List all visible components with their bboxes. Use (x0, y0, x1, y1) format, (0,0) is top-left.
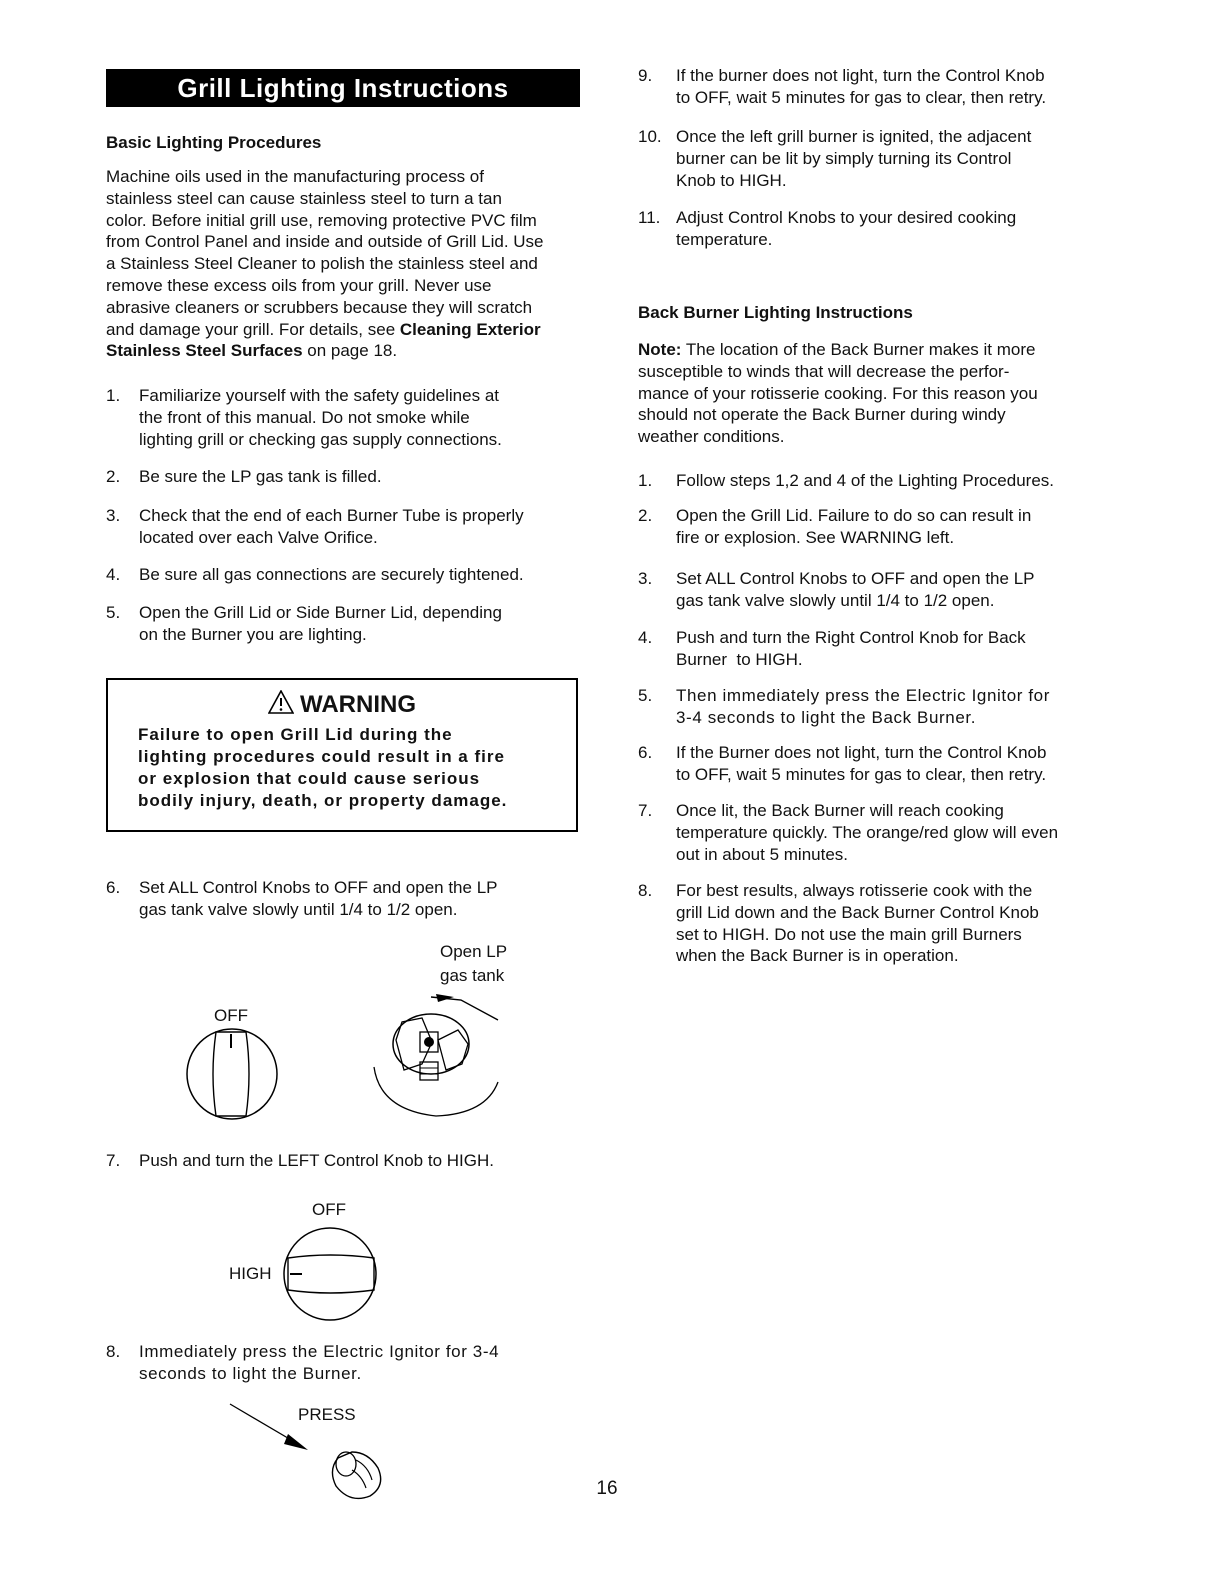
left-step-8 (106, 1341, 586, 1385)
step-line: Be sure all gas connections are securely tightened. (139, 565, 524, 584)
intro-line: stainless steel can cause stainless steel to turn a tan (106, 188, 502, 208)
step-line: Follow steps 1,2 and 4 of the Lighting Procedures. (676, 471, 1055, 490)
intro-line (106, 340, 596, 362)
left-step-6 (106, 877, 586, 921)
warning-box (106, 678, 578, 832)
note-line (638, 339, 1118, 361)
left-step-2 (106, 466, 586, 488)
step-number: 1. (638, 471, 653, 490)
warning-title (108, 690, 576, 719)
step-line: grill Lid down and the Back Burner Control Knob (676, 902, 1039, 922)
step-number: 5. (106, 603, 121, 622)
step-line: Knob to HIGH. (676, 170, 787, 190)
step-line: to OFF, wait 5 minutes for gas to clear, then retry. (676, 764, 1047, 784)
step-number: 5. (638, 686, 653, 705)
step-line: Once lit, the Back Burner will reach cooking (676, 801, 1004, 820)
intro-line (106, 319, 596, 341)
back-step-5 (638, 685, 1118, 729)
open-lp-label-2: gas tank (440, 966, 505, 985)
step-number: 6. (638, 743, 653, 762)
open-lp-label-1: Open LP (440, 942, 508, 961)
step-line: located over each Valve Orifice. (139, 527, 378, 547)
back-burner-heading: Back Burner Lighting Instructions (638, 303, 913, 322)
off-label-2: OFF (312, 1200, 346, 1219)
step-line: Open the Grill Lid or Side Burner Lid, depending (139, 603, 502, 622)
warning-line: lighting procedures could result in a fire (138, 747, 505, 766)
step-line: Set ALL Control Knobs to OFF and open the LP (139, 878, 498, 897)
step-line: Open the Grill Lid. Failure to do so can result in (676, 506, 1032, 525)
right-step-9 (638, 65, 1118, 109)
step-line: Set ALL Control Knobs to OFF and open the LP (676, 569, 1035, 588)
high-label: HIGH (229, 1264, 272, 1283)
step-number: 3. (106, 506, 121, 525)
intro-line: abrasive cleaners or scrubbers because they will scratch (106, 297, 533, 317)
step-line: Burner to HIGH. (676, 649, 803, 669)
step-number: 4. (638, 628, 653, 647)
step-line: temperature. (676, 229, 773, 249)
intro-line: color. Before initial grill use, removing protective PVC film (106, 210, 537, 230)
basic-intro (106, 166, 596, 362)
step-number: 10. (638, 127, 662, 146)
back-step-1 (638, 470, 1118, 492)
step-line: Immediately press the Electric Ignitor for 3-4 (139, 1342, 500, 1361)
step-line: temperature quickly. The orange/red glow will even (676, 822, 1059, 842)
step-line: lighting grill or checking gas supply connections. (139, 429, 502, 449)
intro-line: from Control Panel and inside and outside of Grill Lid. Use (106, 232, 544, 252)
step-line: Adjust Control Knobs to your desired cooking (676, 208, 1017, 227)
step-line: seconds to light the Burner. (139, 1363, 362, 1383)
step-line: on the Burner you are lighting. (139, 624, 367, 644)
page-banner-title: Grill Lighting Instructions (106, 69, 580, 107)
step-number: 3. (638, 569, 653, 588)
intro-line: a Stainless Steel Cleaner to polish the stainless steel and (106, 254, 538, 274)
note-label: Note: (638, 340, 682, 359)
intro-bold-ref: Cleaning Exterior (399, 319, 541, 339)
warning-title-text: WARNING (300, 691, 416, 718)
step-number: 7. (638, 801, 653, 820)
step-number: 6. (106, 878, 121, 897)
step-number: 9. (638, 66, 653, 85)
step-number: 4. (106, 565, 121, 584)
step-line: Check that the end of each Burner Tube is properly (139, 506, 524, 525)
note-line: mance of your rotisserie cooking. For this reason you (638, 383, 1038, 403)
right-step-11 (638, 207, 1118, 251)
step-number: 8. (106, 1342, 121, 1361)
step-line: burner can be lit by simply turning its Control (676, 148, 1012, 168)
step-line: 3-4 seconds to light the Back Burner. (676, 707, 977, 727)
note-line: weather conditions. (638, 427, 785, 447)
step-line: fire or explosion. See WARNING left. (676, 527, 955, 547)
step-line: to OFF, wait 5 minutes for gas to clear, then retry. (676, 87, 1047, 107)
control-knob-high-icon (272, 1222, 384, 1322)
note-line: should not operate the Back Burner during windy (638, 405, 1006, 425)
intro-text: on page 18. (302, 341, 398, 361)
step-line: gas tank valve slowly until 1/4 to 1/2 open. (139, 899, 458, 919)
intro-bold-ref: Stainless Steel Surfaces (106, 341, 303, 361)
warning-triangle-icon (268, 690, 294, 714)
back-step-6 (638, 742, 1118, 786)
left-step-7 (106, 1150, 586, 1172)
step-line: when the Back Burner is in operation. (676, 946, 959, 966)
back-step-7 (638, 800, 1118, 865)
step-number: 2. (638, 506, 653, 525)
basic-heading: Basic Lighting Procedures (106, 133, 322, 152)
step-line: If the burner does not light, turn the Control Knob (676, 66, 1045, 85)
step-line: out in about 5 minutes. (676, 844, 849, 864)
left-step-5 (106, 602, 586, 646)
warning-line: or explosion that could cause serious (138, 769, 481, 788)
step-line: Push and turn the Right Control Knob for Back (676, 628, 1026, 647)
page-number: 16 (596, 1478, 618, 1499)
control-knob-off-icon (180, 1024, 290, 1124)
step-line: set to HIGH. Do not use the main grill Burners (676, 924, 1022, 944)
warning-line: bodily injury, death, or property damage. (138, 791, 508, 810)
back-burner-note (638, 339, 1118, 448)
back-step-4 (638, 627, 1118, 671)
press-label: PRESS (298, 1405, 356, 1424)
note-line: susceptible to winds that will decrease the perfor- (638, 361, 1010, 381)
step-number: 7. (106, 1151, 121, 1170)
step-line: Be sure the LP gas tank is filled. (139, 467, 382, 486)
left-step-4 (106, 564, 586, 586)
step-number: 1. (106, 386, 121, 405)
warning-text (138, 724, 568, 812)
back-step-8 (638, 880, 1118, 967)
intro-line: Machine oils used in the manufacturing process of (106, 167, 484, 186)
back-step-2 (638, 505, 1118, 549)
step-number: 2. (106, 467, 121, 486)
warning-line: Failure to open Grill Lid during the (138, 725, 453, 744)
intro-line: remove these excess oils from your grill. Never use (106, 275, 492, 295)
step-line: the front of this manual. Do not smoke while (139, 407, 470, 427)
left-step-3 (106, 505, 586, 549)
left-step-1 (106, 385, 586, 450)
note-text: The location of the Back Burner makes it more (681, 340, 1036, 359)
step-line: Once the left grill burner is ignited, the adjacent (676, 127, 1032, 146)
step-line: For best results, always rotisserie cook with the (676, 881, 1033, 900)
step-line: If the Burner does not light, turn the Control Knob (676, 743, 1047, 762)
right-step-10 (638, 126, 1118, 191)
back-step-3 (638, 568, 1118, 612)
step-line: gas tank valve slowly until 1/4 to 1/2 open. (676, 590, 995, 610)
lp-tank-valve-icon (366, 992, 506, 1127)
step-line: Then immediately press the Electric Ignitor for (676, 686, 1051, 705)
step-number: 8. (638, 881, 653, 900)
intro-text: and damage your grill. For details, see (106, 319, 400, 339)
off-label: OFF (214, 1006, 248, 1025)
step-line: Familiarize yourself with the safety guidelines at (139, 386, 499, 405)
step-number: 11. (638, 208, 661, 227)
ignitor-button-icon (228, 1400, 408, 1510)
step-line: Push and turn the LEFT Control Knob to HIGH. (139, 1151, 494, 1170)
